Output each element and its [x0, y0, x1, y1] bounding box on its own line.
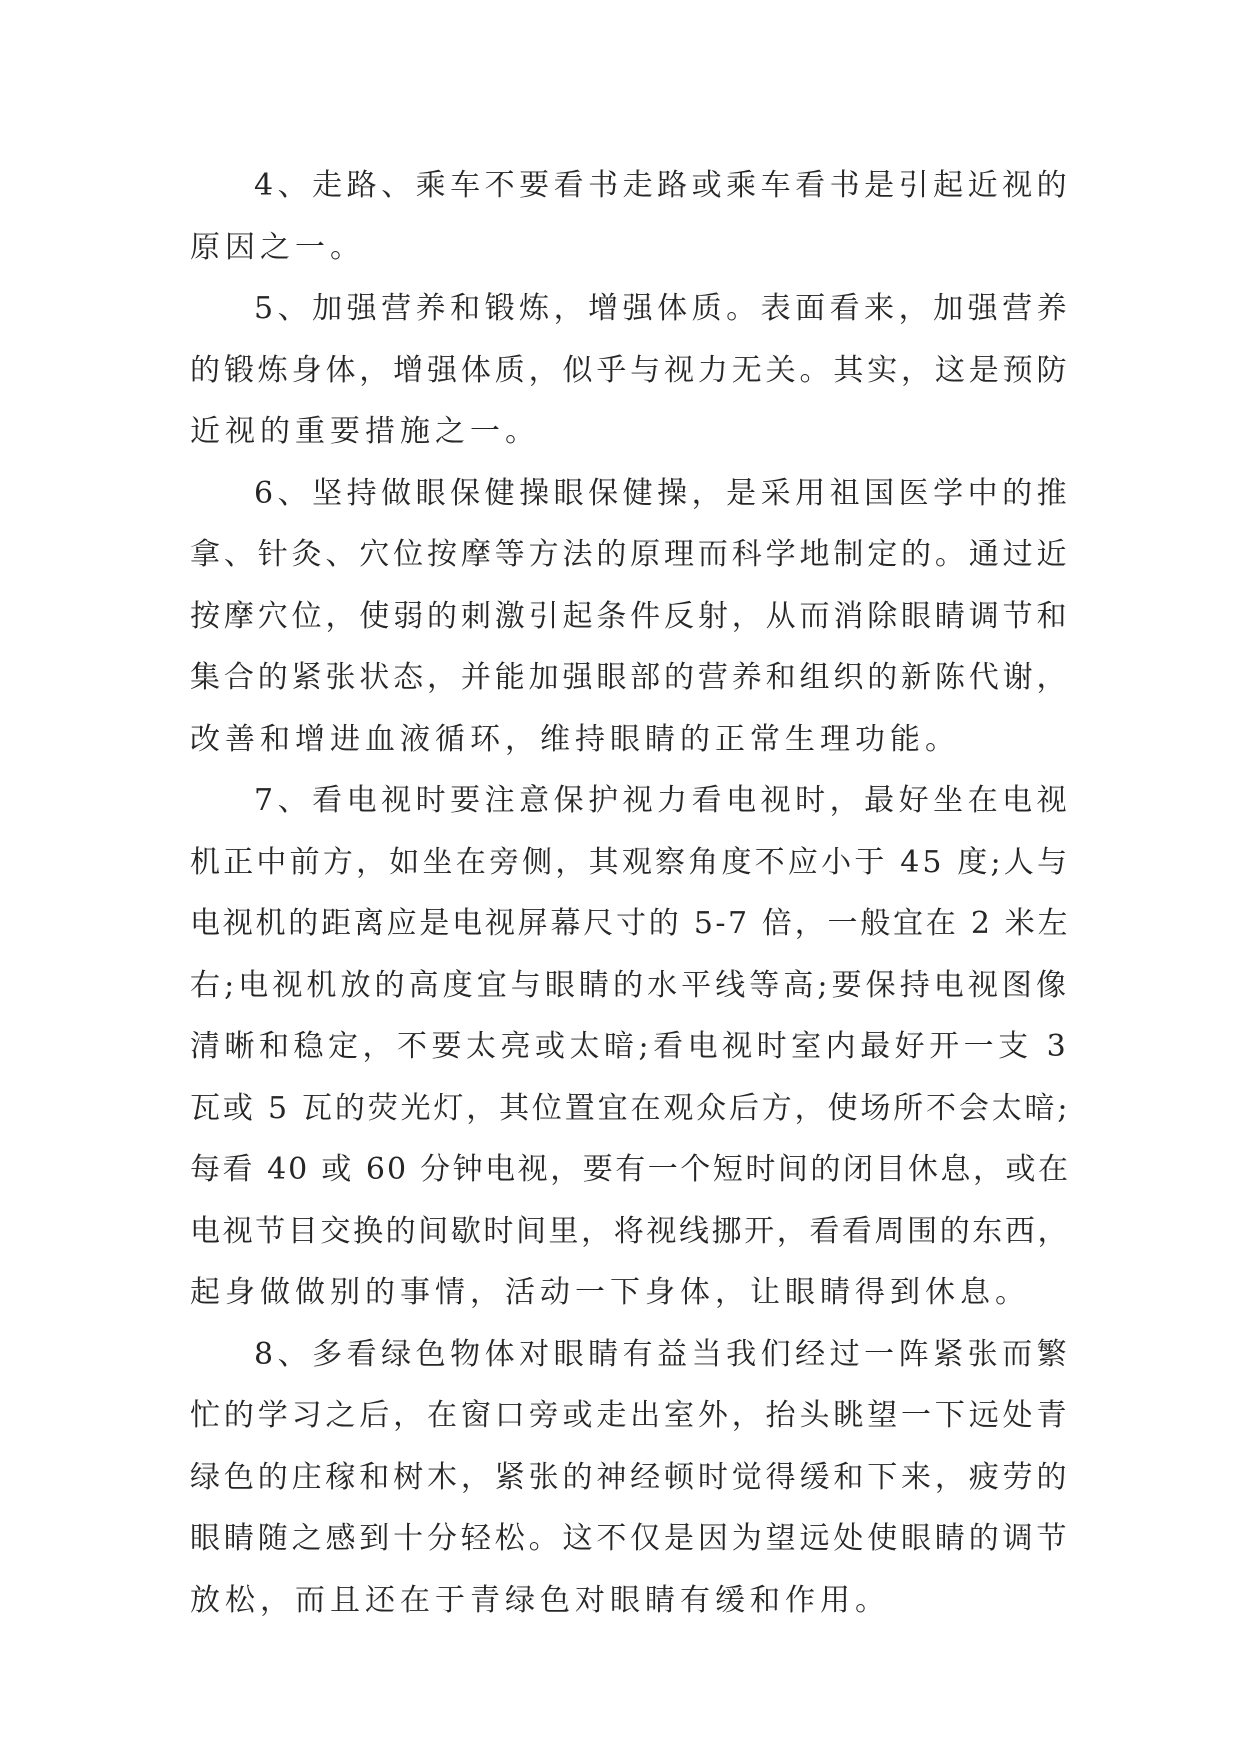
paragraph-line: 6、坚持做眼保健操眼保健操，是采用祖国医学中的推: [254, 475, 1072, 511]
paragraph-line: 8、多看绿色物体对眼睛有益当我们经过一阵紧张而繁: [254, 1336, 1072, 1372]
paragraph-line: 电视节目交换的间歇时间里，将视线挪开，看看周围的东西，: [190, 1213, 1070, 1249]
paragraph-line: 忙的学习之后，在窗口旁或走出室外，抬头眺望一下远处青: [190, 1398, 1070, 1433]
paragraph-line: 原因之一。: [190, 229, 365, 265]
paragraph-line: 起身做做别的事情，活动一下身体，让眼睛得到休息。: [190, 1275, 1030, 1310]
paragraph-line: 右;电视机放的高度宜与眼睛的水平线等高;要保持电视图像: [190, 967, 1070, 1003]
paragraph-line: 近视的重要措施之一。: [190, 414, 540, 449]
paragraph-line: 按摩穴位，使弱的刺激引起条件反射，从而消除眼睛调节和: [190, 598, 1070, 634]
paragraph-line: 瓦或 5 瓦的荧光灯，其位置宜在观众后方，使场所不会太暗;: [190, 1090, 1070, 1126]
paragraph-line: 改善和增进血液循环，维持眼睛的正常生理功能。: [190, 721, 960, 757]
paragraph-line: 放松，而且还在于青绿色对眼睛有缓和作用。: [190, 1582, 890, 1618]
paragraph-line: 电视机的距离应是电视屏幕尺寸的 5-7 倍，一般宜在 2 米左: [190, 906, 1070, 941]
paragraph-line: 7、看电视时要注意保护视力看电视时，最好坐在电视: [254, 783, 1072, 818]
paragraph-line: 5、加强营养和锻炼，增强体质。表面看来，加强营养: [254, 291, 1072, 326]
document-body: [190, 155, 1070, 1631]
paragraph-line: 的锻炼身体，增强体质，似乎与视力无关。其实，这是预防: [190, 352, 1070, 388]
paragraph-line: 机正中前方，如坐在旁侧，其观察角度不应小于 45 度;人与: [190, 844, 1070, 880]
paragraph-line: 4、走路、乘车不要看书走路或乘车看书是引起近视的: [254, 168, 1072, 203]
paragraph-line: 每看 40 或 60 分钟电视，要有一个短时间的闭目休息，或在: [190, 1152, 1070, 1187]
paragraph-line: 清晰和稳定，不要太亮或太暗;看电视时室内最好开一支 3: [190, 1029, 1071, 1064]
paragraph-line: 集合的紧张状态，并能加强眼部的营养和组织的新陈代谢，: [190, 660, 1070, 695]
paragraph-line: 眼睛随之感到十分轻松。这不仅是因为望远处使眼睛的调节: [190, 1521, 1070, 1556]
paragraph-line: 绿色的庄稼和树木，紧张的神经顿时觉得缓和下来，疲劳的: [190, 1459, 1070, 1495]
paragraph-line: 拿、针灸、穴位按摩等方法的原理而科学地制定的。通过近: [190, 537, 1070, 572]
